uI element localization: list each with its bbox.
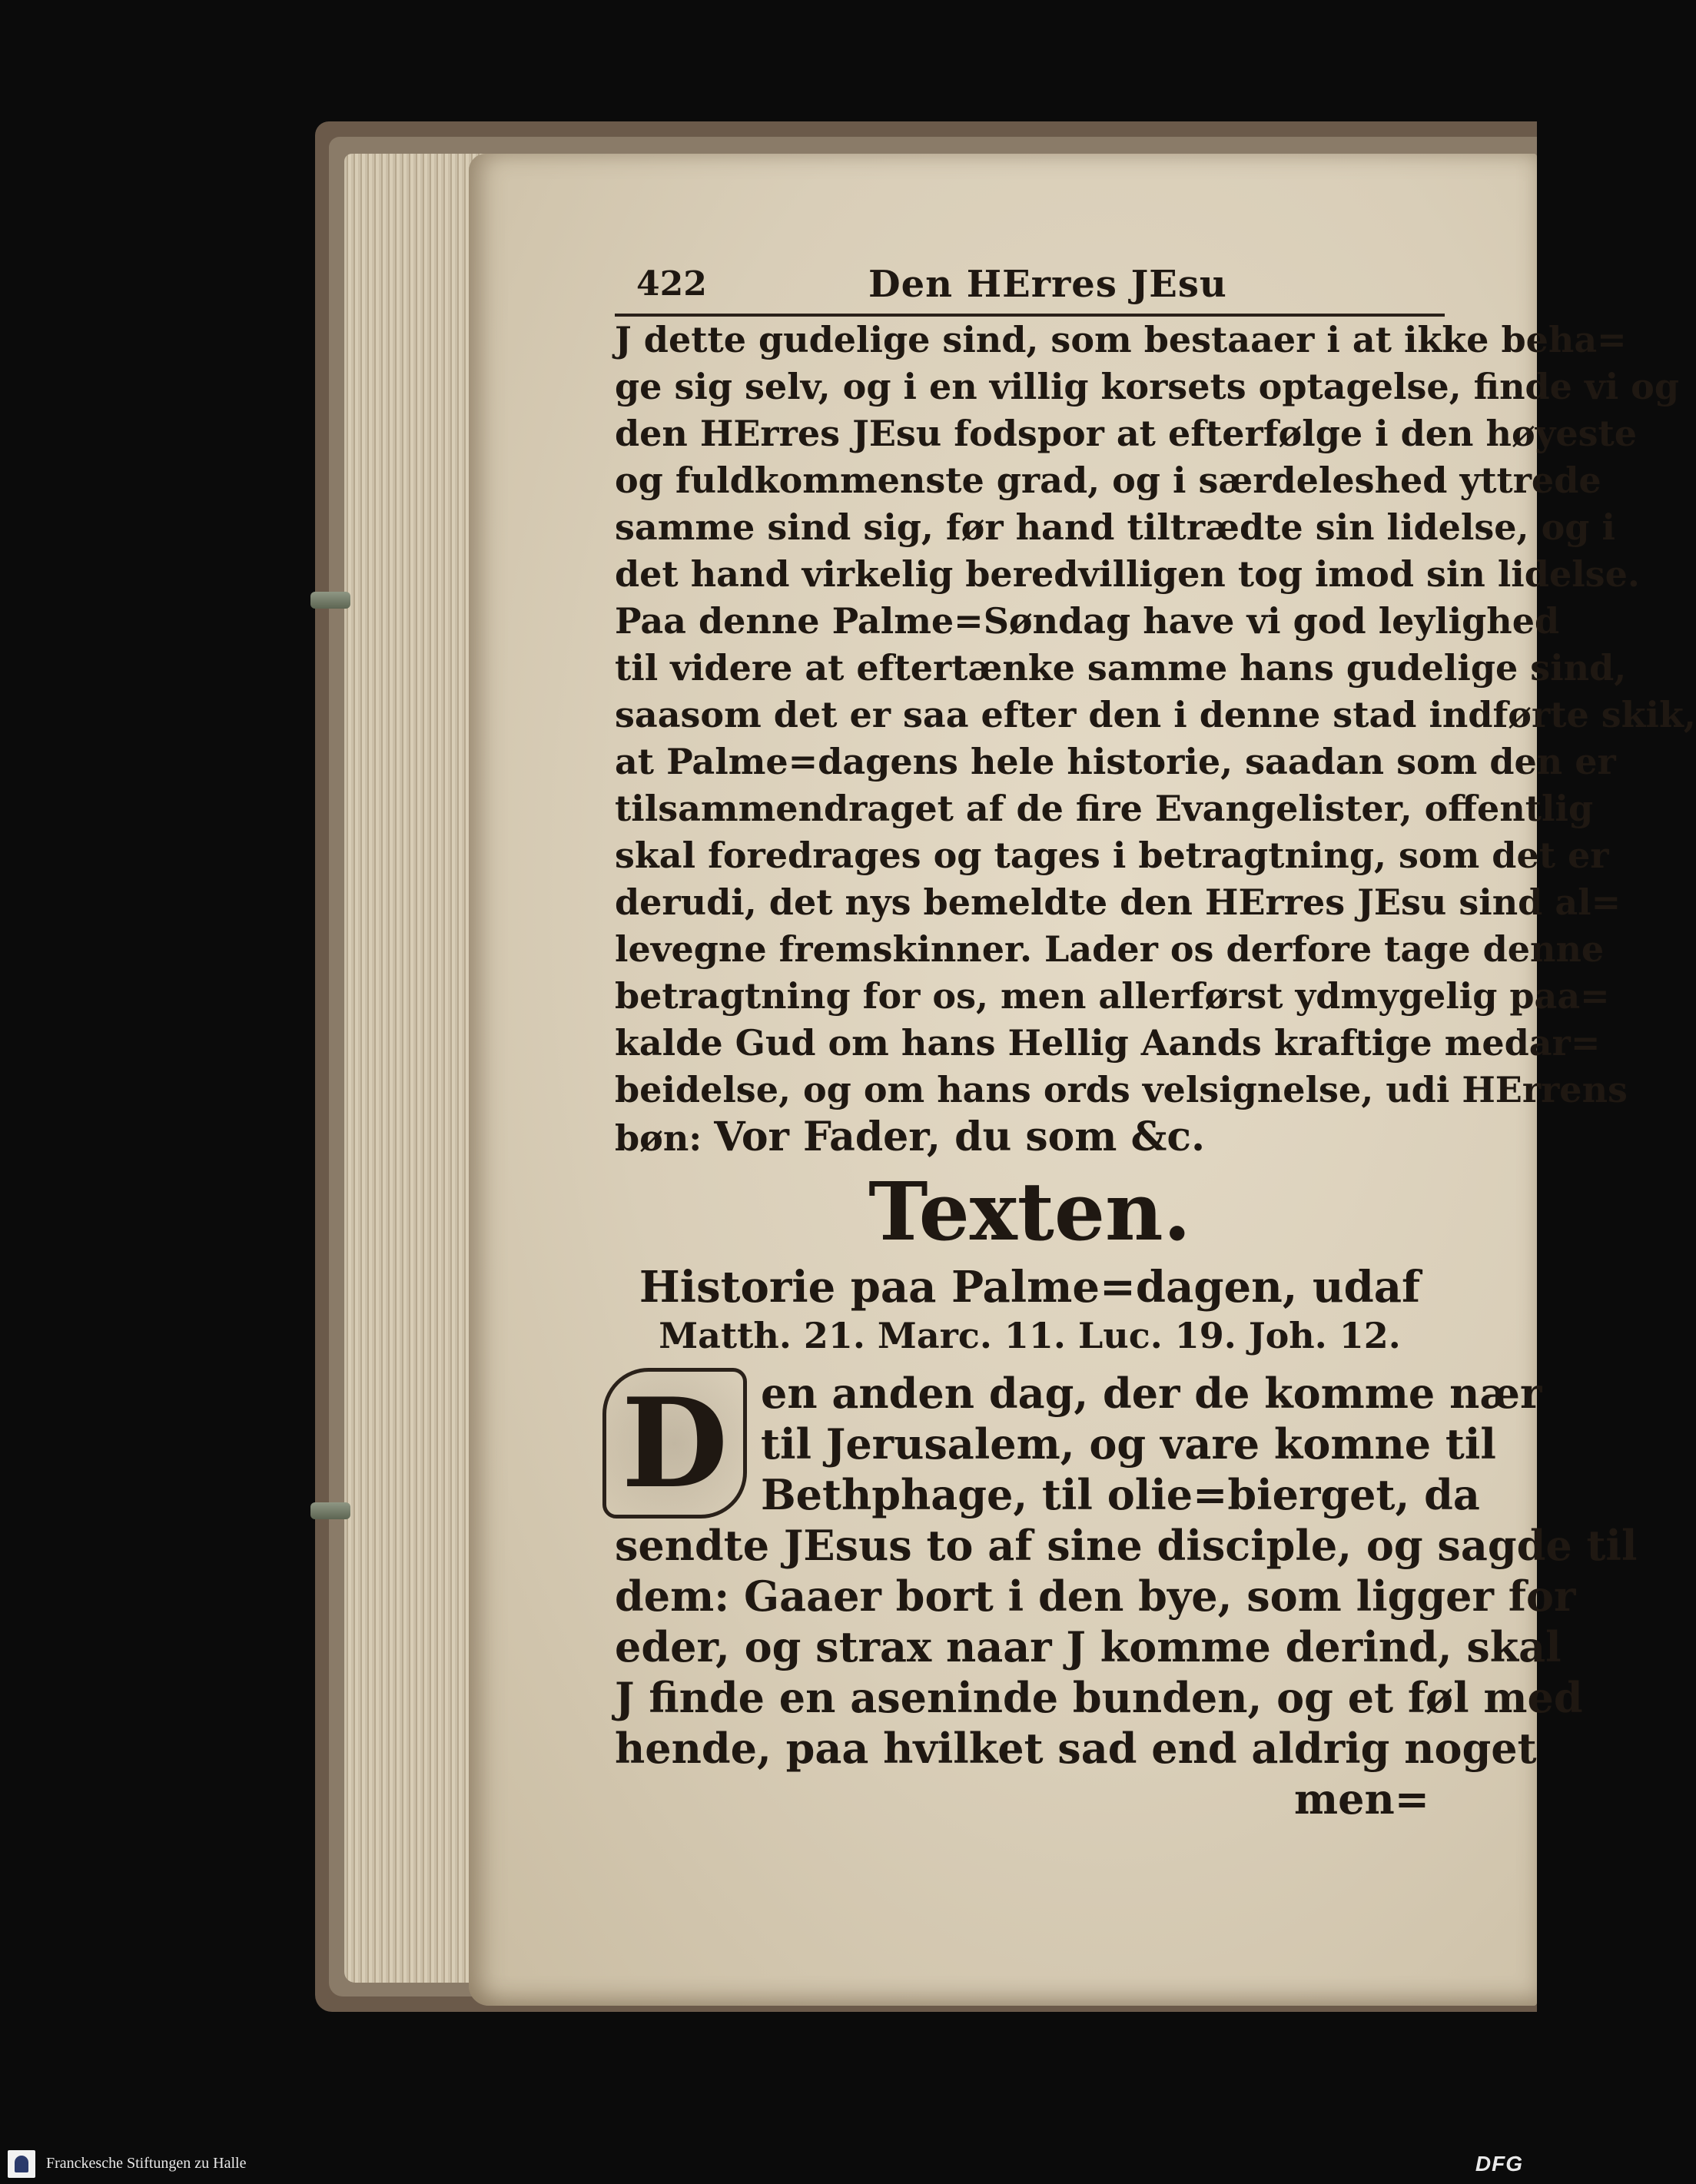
intro-paragraph — [615, 317, 1696, 1160]
text-line: eder, og strax naar J komme derind, skal — [615, 1622, 1562, 1671]
clasp-lower — [310, 1502, 350, 1519]
lords-prayer-incipit: Vor Fader, du som &c. — [714, 1114, 1206, 1160]
text-line: til Jerusalem, og vare komne til — [761, 1419, 1496, 1469]
text-line: betragtning for os, men allerførst ydmygelig paa= — [615, 975, 1610, 1017]
text-line: til videre at eftertænke samme hans gudelige sind, — [615, 647, 1627, 689]
text-line: levegne fremskinner. Lader os derfore tage denne — [615, 928, 1605, 970]
viewer-footer — [0, 2144, 1537, 2184]
text-line: hende, paa hvilket sad end aldrig noget — [615, 1724, 1537, 1773]
institution-name: Franckesche Stiftungen zu Halle — [46, 2155, 247, 2172]
text-line: beidelse, og om hans ords velsignelse, udi HErrens — [615, 1069, 1628, 1110]
text-line: tilsammendraget af de fire Evangelister, offentlig — [615, 788, 1594, 829]
catchword: men= — [1293, 1774, 1429, 1824]
scripture-references: Matth. 21. Marc. 11. Luc. 19. Joh. 12. — [659, 1315, 1401, 1356]
text-line: og fuldkommenste grad, og i særdeleshed yttrede — [615, 460, 1601, 501]
text-line: sendte JEsus to af sine disciple, og sagde til — [615, 1521, 1638, 1570]
text-line: skal foredrages og tages i betragtning, som det er — [615, 835, 1609, 876]
text-line: den HErres JEsu fodspor at efterfølge i den høyeste — [615, 413, 1638, 454]
section-heading: Texten. — [868, 1164, 1191, 1259]
text-line: dem: Gaaer bort i den bye, som ligger for — [615, 1572, 1576, 1621]
gospel-text — [615, 1368, 1638, 1824]
page-number: 422 — [636, 264, 707, 304]
running-head — [615, 254, 1445, 317]
clasp-upper — [310, 592, 350, 609]
text-line: en anden dag, der de komme nær — [761, 1369, 1542, 1418]
text-line: derudi, det nys bemeldte den HErres JEsu sind al= — [615, 881, 1621, 923]
text-line: at Palme=dagens hele historie, saadan som den er — [615, 741, 1616, 782]
text-line: J dette gudelige sind, som bestaaer i at ikke beha= — [615, 319, 1627, 360]
text-line: kalde Gud om hans Hellig Aands kraftige medar= — [615, 1022, 1601, 1064]
text-line: Bethphage, til olie=bierget, da — [761, 1470, 1480, 1519]
text-line: ge sig selv, og i en villig korsets optagelse, finde vi og — [615, 366, 1680, 407]
dfg-logo: DFG — [1475, 2152, 1523, 2176]
text-line: J finde en aseninde bunden, og et føl med — [615, 1673, 1583, 1722]
text-line: saasom det er saa efter den i denne stad indførte skik, — [615, 694, 1696, 735]
decorated-initial: D — [602, 1368, 747, 1519]
page-content — [615, 254, 1696, 1937]
text-line: samme sind sig, før hand tiltrædte sin lidelse, og i — [615, 506, 1615, 548]
text-line: Paa denne Palme=Søndag have vi god leylighed — [615, 600, 1560, 642]
closing-line — [615, 1114, 1445, 1160]
closing-prefix: bøn: — [615, 1117, 715, 1159]
text-line: det hand virkelig beredvilligen tog imod sin lidelse. — [615, 553, 1640, 595]
institution-logo-icon — [8, 2150, 35, 2178]
running-title: Den HErres JEsu — [868, 263, 1227, 306]
section-subheading: Historie paa Palme=dagen, udaf — [639, 1262, 1421, 1313]
